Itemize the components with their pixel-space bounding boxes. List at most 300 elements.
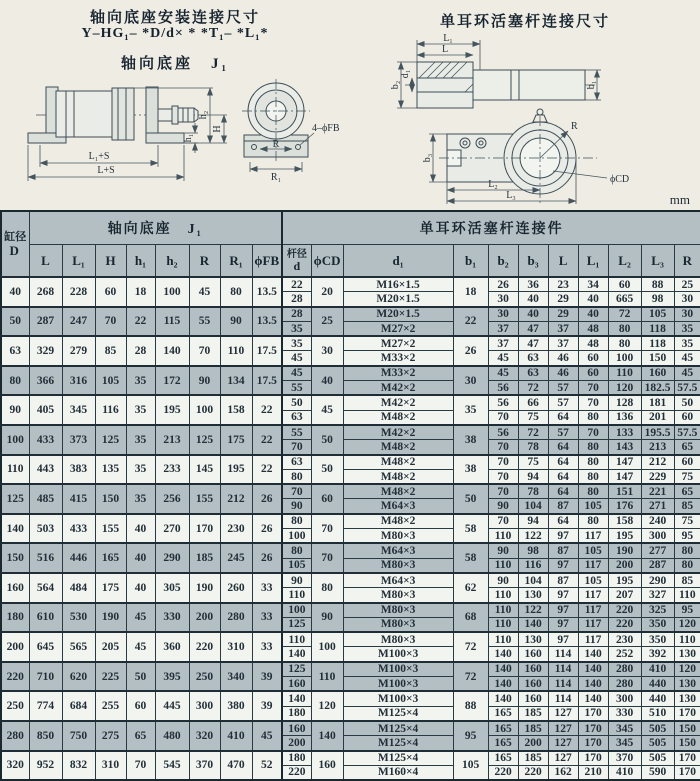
cell-bore: 160 — [1, 573, 29, 603]
cell-eye-dim: 165 — [488, 736, 518, 751]
cell-eye-dim: 114 — [548, 691, 578, 706]
cell-base-dim: 383 — [62, 455, 95, 485]
cell-rod-d: 55 — [282, 381, 311, 396]
cell-rod-d: 63 — [282, 455, 311, 470]
cell-eye-dim: 97 — [548, 603, 578, 618]
cell-eye-dim: 207 — [608, 588, 641, 603]
cell-base-dim: 774 — [29, 691, 62, 721]
cell-base-dim: 35 — [126, 455, 155, 485]
cell-thread: M48×2 — [343, 440, 453, 455]
col-header-FB: ϕFB — [252, 245, 282, 278]
cell-eye-dim: 110 — [488, 617, 518, 632]
cell-rod-d: 55 — [282, 425, 311, 440]
cell-base-dim: 116 — [95, 395, 126, 425]
cell-base-dim: 316 — [62, 366, 95, 396]
cell-base-dim: 684 — [62, 691, 95, 721]
cell-bore: 220 — [1, 662, 29, 692]
cell-base-dim: 200 — [189, 603, 220, 633]
cell-b1: 22 — [453, 307, 488, 337]
cell-eye-dim: 90 — [488, 499, 518, 514]
cell-base-dim: 13.5 — [252, 277, 282, 307]
cell-rod-d: 35 — [282, 336, 311, 351]
col-header-rod-sym: d — [293, 259, 301, 273]
group-header-rod-eye: 单耳环活塞杆连接件 — [282, 211, 700, 245]
cell-base-dim: 33 — [252, 632, 282, 662]
cell-base-dim: 70 — [126, 751, 155, 781]
cell-b1: 58 — [453, 543, 488, 573]
cell-cd: 80 — [311, 573, 343, 603]
cell-base-dim: 279 — [62, 336, 95, 366]
cell-rod-d: 180 — [282, 751, 311, 766]
cell-eye-dim: 57 — [548, 395, 578, 410]
cell-bore: 90 — [1, 395, 29, 425]
cell-base-dim: 26 — [252, 543, 282, 573]
cell-thread: M33×2 — [343, 351, 453, 366]
cell-eye-dim: 40 — [578, 307, 608, 322]
cell-base-dim: 190 — [95, 603, 126, 633]
cell-base-dim: 280 — [220, 603, 252, 633]
cell-eye-dim: 195 — [608, 573, 641, 588]
group-header-axial-base: 轴向底座 J₁ — [29, 211, 282, 245]
cell-eye-dim: 345 — [608, 736, 641, 751]
axial-base-drawing — [0, 75, 345, 205]
cell-eye-dim: 300 — [608, 691, 641, 706]
cell-eye-dim: 410 — [641, 662, 674, 677]
cell-eye-dim: 110 — [488, 588, 518, 603]
cell-base-dim: 380 — [220, 691, 252, 721]
cell-thread: M42×2 — [343, 425, 453, 440]
cell-eye-dim: 60 — [578, 351, 608, 366]
cell-eye-dim: 105 — [578, 499, 608, 514]
cell-eye-dim: 110 — [674, 588, 700, 603]
cell-eye-dim: 64 — [548, 440, 578, 455]
cell-base-dim: 22 — [252, 395, 282, 425]
cell-thread: M125×4 — [343, 706, 453, 721]
cell-bore: 180 — [1, 603, 29, 633]
cell-thread: M100×3 — [343, 691, 453, 706]
cell-base-dim: 620 — [62, 662, 95, 692]
cell-thread: M64×3 — [343, 543, 453, 558]
cell-eye-dim: 97 — [548, 632, 578, 647]
cell-base-dim: 45 — [126, 632, 155, 662]
cell-eye-dim: 25 — [674, 277, 700, 292]
dimension-table — [0, 210, 700, 781]
cell-eye-dim: 162 — [548, 765, 578, 780]
cell-base-dim: 145 — [189, 455, 220, 485]
cell-base-dim: 155 — [95, 514, 126, 544]
cell-eye-dim: 213 — [641, 440, 674, 455]
cell-rod-d: 105 — [282, 558, 311, 573]
cell-eye-dim: 46 — [548, 351, 578, 366]
cell-base-dim: 503 — [29, 514, 62, 544]
cell-base-dim: 60 — [126, 691, 155, 721]
cell-eye-dim: 160 — [518, 647, 548, 662]
cell-eye-dim: 46 — [548, 366, 578, 381]
cell-base-dim: 60 — [95, 277, 126, 307]
cell-base-dim: 270 — [155, 514, 189, 544]
left-drawing-subtitle: 轴向底座 J₁ — [121, 56, 229, 72]
cell-eye-dim: 80 — [608, 321, 641, 336]
cell-eye-dim: 80 — [578, 469, 608, 484]
cell-eye-dim: 98 — [518, 543, 548, 558]
cell-base-dim: 158 — [220, 395, 252, 425]
cell-eye-dim: 140 — [578, 662, 608, 677]
cell-thread: M80×3 — [343, 632, 453, 647]
col-header-L1: L₁ — [62, 245, 95, 278]
cell-eye-dim: 201 — [641, 410, 674, 425]
cell-base-dim: 373 — [62, 425, 95, 455]
cell-eye-dim: 122 — [518, 603, 548, 618]
cell-eye-dim: 665 — [608, 292, 641, 307]
table-row — [1, 307, 700, 322]
left-drawing-model-code: Y–HG₁– *D/d× * *T₁– *L₁* — [81, 26, 269, 41]
cell-eye-dim: 60 — [674, 455, 700, 470]
cell-base-dim: 90 — [189, 366, 220, 396]
cell-base-dim: 13.5 — [252, 307, 282, 337]
cell-eye-dim: 64 — [548, 484, 578, 499]
cell-eye-dim: 70 — [578, 381, 608, 396]
col-header-CD: ϕCD — [311, 245, 343, 278]
col-header-H: H — [95, 245, 126, 278]
cell-base-dim: 40 — [126, 543, 155, 573]
cell-rod-d: 220 — [282, 765, 311, 780]
cell-thread: M48×2 — [343, 455, 453, 470]
cell-base-dim: 90 — [220, 307, 252, 337]
cell-eye-dim: 105 — [578, 573, 608, 588]
cell-eye-dim: 185 — [518, 751, 548, 766]
cell-thread: M33×2 — [343, 366, 453, 381]
cell-base-dim: 17.5 — [252, 366, 282, 396]
cell-eye-dim: 70 — [578, 425, 608, 440]
cell-base-dim: 480 — [155, 721, 189, 751]
cell-base-dim: 185 — [189, 543, 220, 573]
cell-base-dim: 140 — [155, 336, 189, 366]
cell-eye-dim: 114 — [548, 677, 578, 692]
cell-eye-dim: 147 — [608, 455, 641, 470]
cell-eye-dim: 185 — [518, 706, 548, 721]
cell-b1: 68 — [453, 603, 488, 633]
cell-rod-d: 63 — [282, 410, 311, 425]
cell-thread: M125×4 — [343, 721, 453, 736]
cell-base-dim: 260 — [220, 573, 252, 603]
cell-eye-dim: 165 — [488, 706, 518, 721]
cell-eye-dim: 97 — [548, 529, 578, 544]
cell-thread: M125×4 — [343, 751, 453, 766]
col-header-rod-d — [282, 245, 311, 278]
cell-eye-dim: 110 — [488, 603, 518, 618]
cell-eye-dim: 327 — [641, 588, 674, 603]
dim-4-fb: 4–ϕFB — [312, 123, 340, 134]
cell-base-dim: 370 — [189, 751, 220, 781]
cell-rod-d: 110 — [282, 588, 311, 603]
cell-thread: M80×3 — [343, 588, 453, 603]
base-end-view — [242, 79, 310, 163]
cell-base-dim: 230 — [220, 514, 252, 544]
cell-b1: 26 — [453, 336, 488, 366]
cell-eye-dim: 165 — [488, 751, 518, 766]
cell-thread: M80×3 — [343, 558, 453, 573]
cell-bore: 40 — [1, 277, 29, 307]
cell-base-dim: 228 — [62, 277, 95, 307]
cell-cd: 120 — [311, 691, 343, 721]
cell-eye-dim: 220 — [488, 765, 518, 780]
dim-R1: R₁ — [270, 172, 282, 183]
cell-base-dim: 50 — [126, 662, 155, 692]
cell-eye-dim: 80 — [578, 410, 608, 425]
cell-eye-dim: 72 — [518, 381, 548, 396]
cell-base-dim: 33 — [252, 603, 282, 633]
cell-base-dim: 125 — [95, 425, 126, 455]
cell-rod-d: 50 — [282, 395, 311, 410]
dim-radius: R — [571, 121, 578, 132]
cell-base-dim: 35 — [126, 366, 155, 396]
cell-eye-dim: 75 — [518, 410, 548, 425]
cell-base-dim: 22 — [252, 455, 282, 485]
cell-base-dim: 287 — [29, 307, 62, 337]
col-header-b2: b₂ — [488, 245, 518, 278]
cell-base-dim: 470 — [220, 751, 252, 781]
cell-eye-dim: 70 — [488, 455, 518, 470]
cell-eye-dim: 127 — [548, 751, 578, 766]
cell-eye-dim: 140 — [488, 662, 518, 677]
cell-eye-dim: 252 — [608, 647, 641, 662]
cell-eye-dim: 45 — [488, 351, 518, 366]
cell-eye-dim: 130 — [518, 588, 548, 603]
cell-eye-dim: 65 — [674, 440, 700, 455]
cell-eye-dim: 48 — [578, 321, 608, 336]
cell-b1: 95 — [453, 721, 488, 751]
cell-eye-dim: 75 — [674, 514, 700, 529]
cell-bore: 140 — [1, 514, 29, 544]
cell-eye-dim: 440 — [641, 691, 674, 706]
dim-L2: L₂ — [488, 179, 498, 190]
cell-eye-dim: 80 — [578, 440, 608, 455]
col-header-d1: d₁ — [343, 245, 453, 278]
rod-eye-drawing — [355, 30, 700, 205]
cell-thread: M27×2 — [343, 321, 453, 336]
cell-base-dim: 290 — [155, 543, 189, 573]
left-drawing-title: 轴向底座安装连接尺寸 — [89, 10, 260, 26]
cell-cd: 50 — [311, 425, 343, 455]
cell-eye-dim: 60 — [578, 366, 608, 381]
cell-eye-dim: 98 — [641, 292, 674, 307]
cell-base-dim: 175 — [95, 573, 126, 603]
dim-b1: b₁ — [586, 80, 597, 90]
cell-eye-dim: 37 — [548, 321, 578, 336]
cell-rod-d: 125 — [282, 662, 311, 677]
cell-thread: M160×4 — [343, 765, 453, 780]
cell-cd: 100 — [311, 632, 343, 662]
cell-base-dim: 305 — [155, 573, 189, 603]
cell-eye-dim: 105 — [641, 307, 674, 322]
cell-base-dim: 150 — [95, 484, 126, 514]
cell-eye-dim: 57 — [548, 425, 578, 440]
cell-eye-dim: 29 — [548, 307, 578, 322]
cell-cd: 70 — [311, 514, 343, 544]
cell-eye-dim: 170 — [674, 751, 700, 766]
table-row — [1, 603, 700, 618]
cell-base-dim: 135 — [95, 455, 126, 485]
cell-eye-dim: 90 — [488, 543, 518, 558]
cell-eye-dim: 47 — [518, 321, 548, 336]
col-header-eR: R — [674, 245, 700, 278]
cell-base-dim: 247 — [62, 307, 95, 337]
table-row — [1, 632, 700, 647]
cell-eye-dim: 80 — [578, 484, 608, 499]
cell-b1: 72 — [453, 632, 488, 662]
cell-base-dim: 65 — [126, 721, 155, 751]
cell-eye-dim: 94 — [518, 514, 548, 529]
cell-eye-dim: 78 — [518, 484, 548, 499]
cell-eye-dim: 185 — [518, 721, 548, 736]
dim-b2: b₂ — [390, 80, 401, 90]
cell-eye-dim: 505 — [641, 751, 674, 766]
col-header-rod-cn: 杆径 — [286, 249, 307, 260]
col-header-bore — [1, 211, 29, 277]
cell-base-dim: 22 — [252, 425, 282, 455]
cell-b1: 58 — [453, 514, 488, 544]
cell-base-dim: 565 — [62, 632, 95, 662]
cell-base-dim: 39 — [252, 662, 282, 692]
cell-eye-dim: 34 — [578, 277, 608, 292]
cell-eye-dim: 287 — [641, 558, 674, 573]
cell-eye-dim: 30 — [488, 292, 518, 307]
cell-base-dim: 40 — [126, 514, 155, 544]
cell-eye-dim: 75 — [674, 469, 700, 484]
cell-base-dim: 26 — [252, 484, 282, 514]
cell-cd: 140 — [311, 721, 343, 751]
cell-eye-dim: 64 — [548, 455, 578, 470]
cell-rod-d: 80 — [282, 543, 311, 558]
cell-thread: M100×3 — [343, 662, 453, 677]
cell-rod-d: 90 — [282, 573, 311, 588]
cell-base-dim: 645 — [29, 632, 62, 662]
cell-base-dim: 485 — [29, 484, 62, 514]
col-header-R1: R₁ — [220, 245, 252, 278]
cell-cd: 70 — [311, 543, 343, 573]
cell-base-dim: 55 — [189, 307, 220, 337]
cell-base-dim: 530 — [62, 603, 95, 633]
cell-eye-dim: 95 — [674, 603, 700, 618]
cell-base-dim: 250 — [189, 662, 220, 692]
cell-thread: M20×1.5 — [343, 307, 453, 322]
dim-b3: b₃ — [422, 153, 433, 163]
cell-eye-dim: 116 — [518, 558, 548, 573]
cell-eye-dim: 35 — [674, 321, 700, 336]
cell-eye-dim: 200 — [518, 736, 548, 751]
cell-eye-dim: 160 — [518, 691, 548, 706]
cell-eye-dim: 87 — [548, 543, 578, 558]
cell-base-dim: 172 — [155, 366, 189, 396]
cell-thread: M48×2 — [343, 484, 453, 499]
cell-base-dim: 329 — [29, 336, 62, 366]
cell-eye-dim: 440 — [641, 677, 674, 692]
dim-R: R — [272, 139, 280, 150]
cell-thread: M80×3 — [343, 617, 453, 632]
cell-eye-dim: 350 — [641, 632, 674, 647]
cell-eye-dim: 130 — [674, 691, 700, 706]
cell-rod-d: 35 — [282, 321, 311, 336]
cell-eye-dim: 97 — [548, 558, 578, 573]
cell-base-dim: 205 — [95, 632, 126, 662]
cell-thread: M100×3 — [343, 677, 453, 692]
cell-base-dim: 28 — [126, 336, 155, 366]
cell-eye-dim: 40 — [518, 307, 548, 322]
cell-cd: 30 — [311, 336, 343, 366]
cell-base-dim: 405 — [29, 395, 62, 425]
col-header-L: L — [29, 245, 62, 278]
cell-eye-dim: 87 — [548, 499, 578, 514]
cell-eye-dim: 136 — [608, 410, 641, 425]
cell-eye-dim: 26 — [488, 277, 518, 292]
cell-cd: 40 — [311, 366, 343, 396]
cell-thread: M64×3 — [343, 573, 453, 588]
cell-base-dim: 52 — [252, 751, 282, 781]
cell-bore: 63 — [1, 336, 29, 366]
table-row — [1, 721, 700, 736]
cell-eye-dim: 40 — [578, 292, 608, 307]
cell-eye-dim: 195.5 — [641, 425, 674, 440]
cell-b1: 50 — [453, 484, 488, 514]
cell-thread: M48×2 — [343, 469, 453, 484]
cell-eye-dim: 70 — [488, 440, 518, 455]
cell-eye-dim: 140 — [488, 647, 518, 662]
cell-thread: M100×3 — [343, 647, 453, 662]
cell-eye-dim: 63 — [518, 366, 548, 381]
cell-base-dim: 175 — [220, 425, 252, 455]
cell-base-dim: 545 — [155, 751, 189, 781]
cell-cd: 160 — [311, 751, 343, 781]
dim-l1s: L₁+S — [88, 151, 110, 162]
cell-eye-dim: 345 — [608, 721, 641, 736]
cell-eye-dim: 330 — [608, 706, 641, 721]
cell-eye-dim: 23 — [548, 277, 578, 292]
cell-b1: 30 — [453, 366, 488, 396]
cell-base-dim: 443 — [29, 455, 62, 485]
cell-eye-dim: 70 — [488, 484, 518, 499]
cell-rod-d: 80 — [282, 469, 311, 484]
cell-eye-dim: 140 — [518, 617, 548, 632]
cell-eye-dim: 181 — [641, 395, 674, 410]
cell-base-dim: 233 — [155, 455, 189, 485]
table-row — [1, 455, 700, 470]
cell-base-dim: 345 — [62, 395, 95, 425]
table-row — [1, 573, 700, 588]
cell-b1: 105 — [453, 751, 488, 781]
cell-base-dim: 45 — [189, 277, 220, 307]
table-row — [1, 514, 700, 529]
cell-base-dim: 275 — [95, 721, 126, 751]
dim-H: H — [212, 125, 223, 133]
cell-rod-d: 70 — [282, 484, 311, 499]
cell-b1: 18 — [453, 277, 488, 307]
cell-eye-dim: 127 — [548, 706, 578, 721]
cell-eye-dim: 130 — [674, 677, 700, 692]
cell-eye-dim: 100 — [608, 351, 641, 366]
cell-eye-dim: 105 — [578, 543, 608, 558]
cell-eye-dim: 140 — [578, 691, 608, 706]
cell-bore: 50 — [1, 307, 29, 337]
cell-base-dim: 39 — [252, 691, 282, 721]
cell-eye-dim: 280 — [608, 662, 641, 677]
cell-eye-dim: 120 — [608, 381, 641, 396]
cell-eye-dim: 97 — [548, 617, 578, 632]
cell-base-dim: 750 — [62, 721, 95, 751]
cell-eye-dim: 133 — [608, 425, 641, 440]
cell-eye-dim: 170 — [578, 751, 608, 766]
cell-base-dim: 850 — [29, 721, 62, 751]
cell-eye-dim: 151 — [608, 484, 641, 499]
